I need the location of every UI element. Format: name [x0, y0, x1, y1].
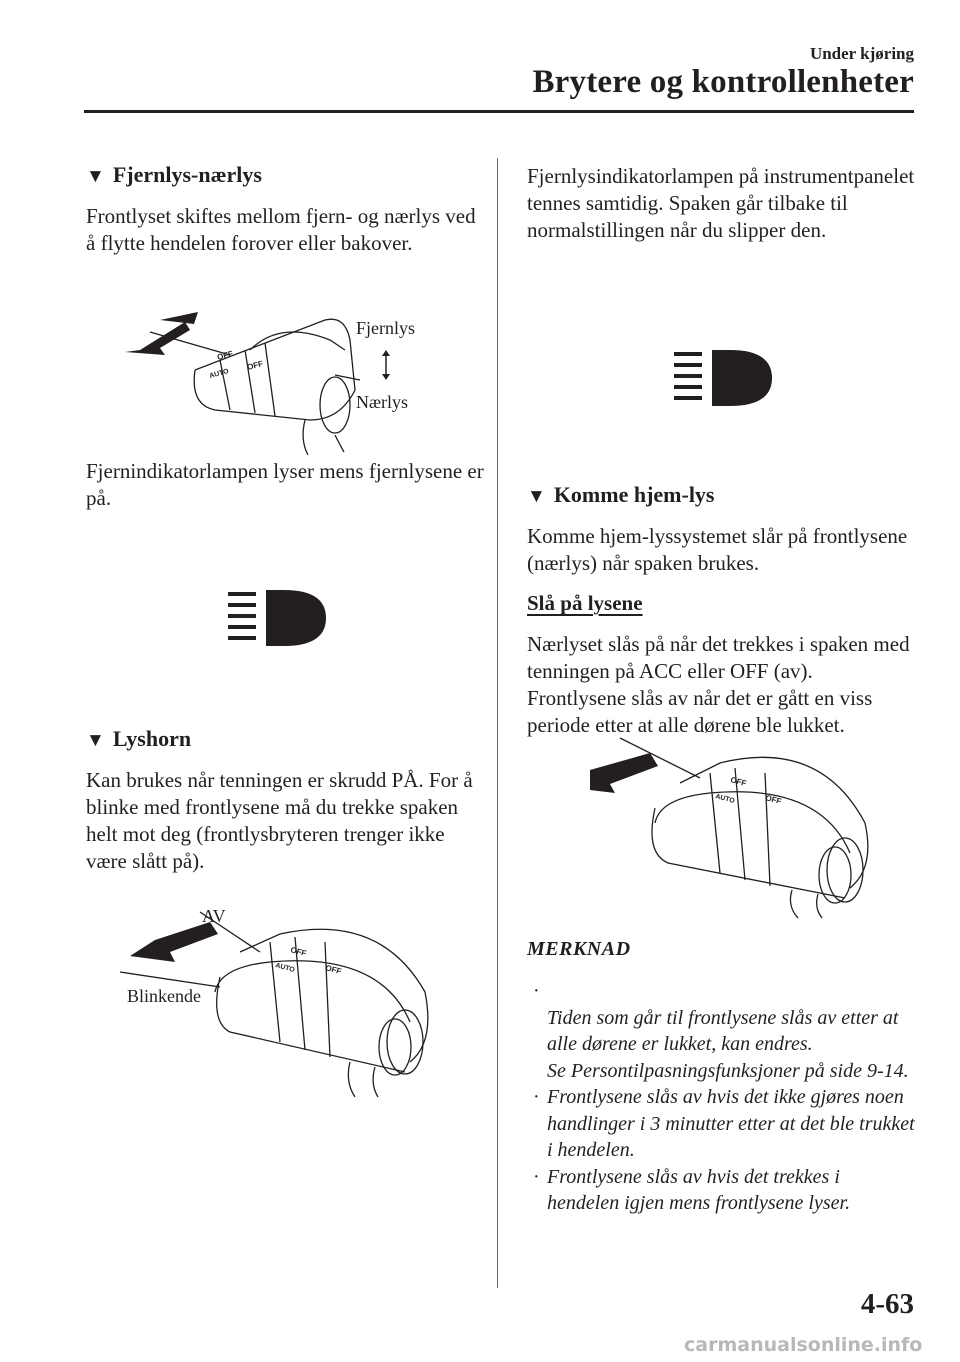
high-beam-indicator-icon — [672, 348, 774, 410]
lever-auto-label: AUTO — [274, 962, 296, 975]
lever-switch-illustration — [120, 912, 440, 1102]
paragraph-come-home-light: Komme hjem-lyssystemet slår på frontlysene (nærlys) når spaken brukes. — [527, 524, 908, 575]
paragraph-beam-switch: Frontlyset skiftes mellom fjern- og nærlys ved å flytte hendelen forover eller bakover. — [86, 204, 476, 255]
bullet-icon: · — [533, 1165, 540, 1188]
paragraph-indicator-lamp: Fjernlysindikatorlampen på instrumentpanelet tennes samtidig. Spaken går tilbake til normalstillingen når du slipper den. — [527, 164, 915, 242]
lever-auto-label: AUTO — [714, 793, 736, 806]
subheading-turn-on-lights: Slå på lysene — [527, 591, 643, 615]
list-item: · Frontlysene slås av hvis det trekkes i hendelen igjen mens frontlysene lyser. — [533, 1165, 851, 1214]
page-number: 4-63 — [860, 1288, 914, 1320]
triangle-bullet-icon: ▼ — [86, 166, 105, 187]
arrow-icon — [130, 922, 218, 962]
triangle-bullet-icon: ▼ — [527, 486, 546, 507]
note-list — [527, 978, 917, 1217]
list-item: · Frontlysene slås av hvis det ikke gjøres noen handlinger i 3 minutter etter at det ble trukket i hendelen. — [533, 1086, 915, 1161]
arrow-icon — [590, 753, 658, 793]
watermark-footer: carmanualsonline.info — [684, 1334, 923, 1356]
lever-off-label: OFF — [246, 359, 264, 372]
label-flashing: Blinkende — [127, 986, 201, 1006]
column-divider — [497, 158, 498, 1288]
high-beam-indicator-icon — [226, 588, 328, 650]
triangle-bullet-icon: ▼ — [86, 730, 105, 751]
paragraph-turn-on-lights: Nærlyset slås på når det trekkes i spaken med tenningen på ACC eller OFF (av). Frontlysene slås av når det er gått en viss periode etter at alle dørene ble lukket. — [527, 632, 910, 737]
bullet-icon: · — [533, 980, 540, 1002]
arrow-icon — [160, 312, 198, 324]
heading-flash: ▼ Lyshorn — [86, 726, 192, 751]
lever-off-label: OFF — [324, 963, 343, 977]
header-title: Brytere og kontrollenheter — [532, 64, 914, 100]
paragraph-flash: Kan brukes når tenningen er skrudd PÅ. For å blinke med frontlysene må du trekke spaken helt mot deg (frontlysbryteren trenger ikke være slått på). — [86, 768, 473, 873]
lever-switch-illustration — [560, 738, 880, 923]
lever-off-label: OFF — [729, 775, 748, 789]
heading-come-home-light: ▼ Komme hjem-lys — [527, 482, 715, 507]
note-heading: MERKNAD — [527, 938, 631, 960]
label-low-beam: Nærlys — [356, 392, 409, 412]
lever-off-label: OFF — [289, 945, 308, 959]
paragraph-high-beam-indicator: Fjernindikatorlampen lyser mens fjernlysene er på. — [86, 459, 484, 510]
header-divider — [84, 110, 914, 113]
arrow-icon — [125, 322, 190, 355]
lever-off-label: OFF — [764, 793, 783, 807]
list-item: · Tiden som går til frontlysene slås av etter at alle dørene er lukket, kan endres. Se Persontilpasningsfunksjoner på side 9-14. — [533, 980, 909, 1082]
bullet-icon: · — [533, 1086, 540, 1108]
lever-off-label: OFF — [216, 349, 234, 362]
header-section: Under kjøring — [809, 44, 914, 63]
label-high-beam: Fjernlys — [356, 318, 416, 338]
label-off: AV — [202, 906, 226, 926]
heading-high-low-beam: ▼ Fjernlys-nærlys — [86, 162, 262, 187]
lever-auto-label: AUTO — [208, 368, 230, 380]
